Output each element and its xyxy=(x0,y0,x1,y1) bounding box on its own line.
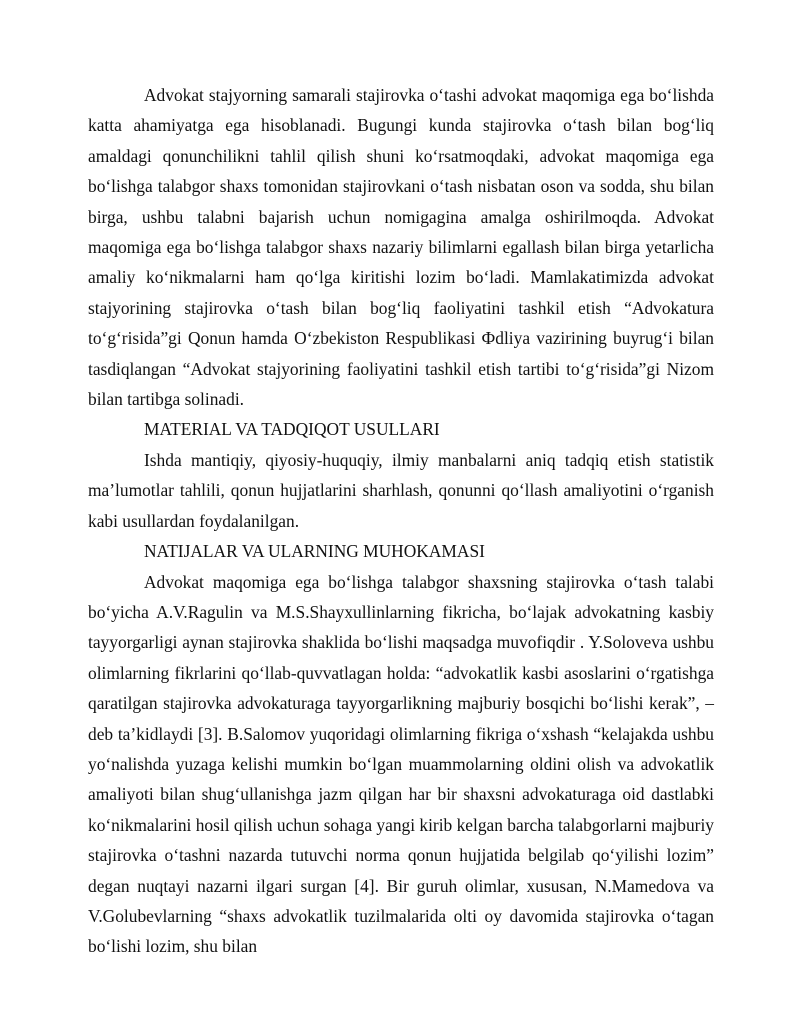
paragraph-results: Advokat maqomiga ega bo‘lishga talabgor shaxsning stajirovka o‘tash talabi bo‘yicha A.V.Ragulin va M.S.Shayxullinlarning fikricha, bo‘lajak advokatning kasbiy tayyorgarligi aynan stajirovka shaklida bo‘lishi maqsadga muvofiqdir . Y.Soloveva ushbu olimlarning fikrlarini qo‘llab-quvvatlagan holda: “advokatlik kasbi asoslarini o‘rgatishga qaratilgan stajirovka advokaturaga tayyorgarlikning majburiy bosqichi bo‘lishi kerak”, – deb ta’kidlaydi [3]. B.Salomov yuqoridagi olimlarning fikriga o‘xshash “kelajakda ushbu yo‘nalishda yuzaga kelishi mumkin bo‘lgan muammolarning oldini olish va advokatlik amaliyoti bilan shug‘ullanishga jazm qilgan har bir shaxsni advokaturaga oid dastlabki ko‘nikmalarini hosil qilish uchun sohaga yangi kirib kelgan barcha talabgorlarni majburiy stajirovka o‘tashni nazarda tutuvchi norma qonun hujjatida belgilab qo‘yilishi lozim” degan nuqtayi nazarni ilgari surgan [4]. Bir guruh olimlar, xususan, N.Mamedova va V.Golubevlarning “shaxs advokatlik tuzilmalarida olti oy davomida stajirovka o‘tagan bo‘lishi lozim, shu bilan xyxy=(88,571,714,957)
document-page xyxy=(88,80,714,962)
heading-results: NATIJALAR VA ULARNING MUHOKAMASI xyxy=(144,541,485,562)
paragraph-methods: Ishda mantiqiy, qiyosiy-huquqiy, ilmiy manbalarni aniq tadqiq etish statistik ma’lumotlar tahlili, qonun hujjatlarini sharhlash, qonunni qo‘llash amaliyotini o‘rganish kabi usullardan foydalanilgan. xyxy=(88,449,714,531)
heading-methods: MATERIAL VA TADQIQOT USULLARI xyxy=(144,419,440,440)
paragraph-intro: Advokat stajyorning samarali stajirovka o‘tashi advokat maqomiga ega bo‘lishda katta ahamiyatga ega hisoblanadi. Bugungi kunda stajirovka o‘tash bilan bog‘liq amaldagi qonunchilikni tahlil qilish shuni ko‘rsatmoqdaki, advokat maqomiga ega bo‘lishga talabgor shaxs tomonidan stajirovkani o‘tash nisbatan oson va sodda, shu bilan birga, ushbu talabni bajarish uchun nomigagina amalga oshirilmoqda. Advokat maqomiga ega bo‘lishga talabgor shaxs nazariy bilimlarni egallash bilan birga yetarlicha amaliy ko‘nikmalarni ham qo‘lga kiritishi lozim bo‘ladi. Mamlakatimizda advokat stajyorining stajirovka o‘tash bilan bog‘liq faoliyatini tashkil etish “Advokatura to‘g‘risida”gi Qonun hamda O‘zbekiston Respublikasi Фdliya vazirining buyrug‘i bilan tasdiqlangan “Advokat stajyorining faoliyatini tashkil etish tartibi to‘g‘risida”gi Nizom bilan tartibga solinadi. xyxy=(88,85,714,410)
